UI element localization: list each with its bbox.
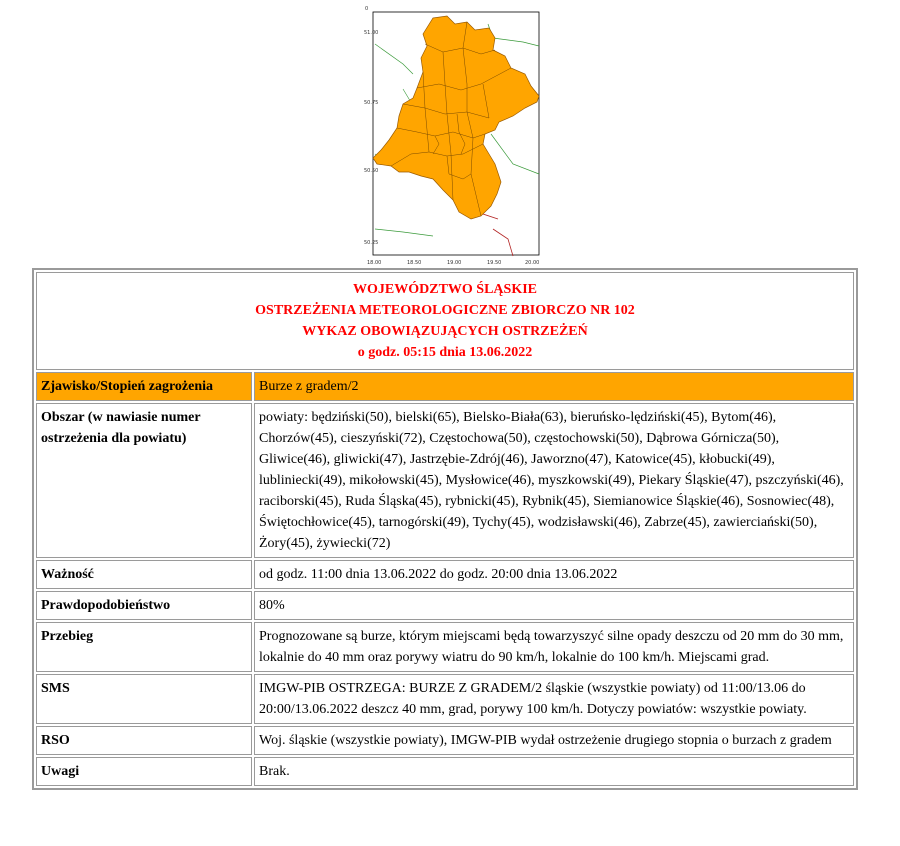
warning-map [363, 4, 543, 266]
y-tick-label: 50.50 [364, 168, 379, 174]
header-row [36, 272, 854, 370]
validity-label: Ważność [36, 560, 252, 589]
area-label: Obszar (w nawiasie numer ostrzeżenia dla powiatu) [36, 403, 252, 558]
sms-value: IMGW-PIB OSTRZEGA: BURZE Z GRADEM/2 śląskie (wszystkie powiaty) od 11:00/13.06 do 20:00/13.06.2022 deszcz 40 mm, grad, porywy 100 km/h. Dotyczy powiatów: wszystkie powiaty. [254, 674, 854, 724]
x-tick-label: 19.50 [487, 260, 502, 266]
x-tick-label: 20.00 [525, 260, 540, 266]
header-voivodeship: WOJEWÓDZTWO ŚLĄSKIE [353, 282, 537, 297]
header-cell [36, 272, 854, 370]
x-tick-label: 18.00 [367, 260, 382, 266]
rso-row [36, 726, 854, 755]
course-label: Przebieg [36, 622, 252, 672]
probability-value: 80% [254, 591, 854, 620]
y-tick-label: 50.75 [364, 100, 379, 106]
x-tick-label: 18.50 [407, 260, 422, 266]
notes-value: Brak. [254, 757, 854, 786]
phenomenon-value: Burze z gradem/2 [254, 372, 854, 401]
rso-label: RSO [36, 726, 252, 755]
header-issue-time: o godz. 05:15 dnia 13.06.2022 [357, 345, 533, 360]
warning-table [32, 268, 858, 790]
validity-row [36, 560, 854, 589]
probability-row [36, 591, 854, 620]
phenomenon-row [36, 372, 854, 401]
notes-label: Uwagi [36, 757, 252, 786]
y-tick-label: 51.00 [364, 30, 379, 36]
svg-text:0: 0 [365, 6, 369, 12]
phenomenon-label: Zjawisko/Stopień zagrożenia [36, 372, 252, 401]
area-row [36, 403, 854, 558]
probability-label: Prawdopodobieństwo [36, 591, 252, 620]
header-list-title: WYKAZ OBOWIĄZUJĄCYCH OSTRZEŻEŃ [302, 324, 588, 339]
sms-row [36, 674, 854, 724]
x-tick-label: 19.00 [447, 260, 462, 266]
header-bulletin-number: OSTRZEŻENIA METEOROLOGICZNE ZBIORCZO NR 102 [255, 303, 635, 318]
y-tick-label: 50.25 [364, 240, 379, 246]
validity-value: od godz. 11:00 dnia 13.06.2022 do godz. 20:00 dnia 13.06.2022 [254, 560, 854, 589]
course-value: Prognozowane są burze, którym miejscami będą towarzyszyć silne opady deszczu od 20 mm do 30 mm, lokalnie do 40 mm oraz porywy wiatru do 90 km/h, lokalnie do 100 km/h. Miejscami grad. [254, 622, 854, 672]
rso-value: Woj. śląskie (wszystkie powiaty), IMGW-PIB wydał ostrzeżenie drugiego stopnia o burzach z gradem [254, 726, 854, 755]
sms-label: SMS [36, 674, 252, 724]
area-value: powiaty: będziński(50), bielski(65), Bielsko-Biała(63), bieruńsko-lędziński(45), Bytom(46), Chorzów(45), cieszyński(72), Częstochowa(50), częstochowski(50), Dąbrowa Górnicza(50), Gliwice(46), gliwicki(47), Jastrzębie-Zdrój(46), Jaworzno(47), Katowice(45), kłobucki(49), lubliniecki(49), mikołowski(45), Mysłowice(46), myszkowski(49), Piekary Śląskie(47), pszczyński(46), raciborski(45), Ruda Śląska(45), rybnicki(45), Rybnik(45), Siemianowice Śląskie(46), Sosnowiec(48), Świętochłowice(45), tarnogórski(49), Tychy(45), wodzisławski(46), Zabrze(45), zawierciański(50), Żory(45), żywiecki(72) [254, 403, 854, 558]
notes-row [36, 757, 854, 786]
course-row [36, 622, 854, 672]
